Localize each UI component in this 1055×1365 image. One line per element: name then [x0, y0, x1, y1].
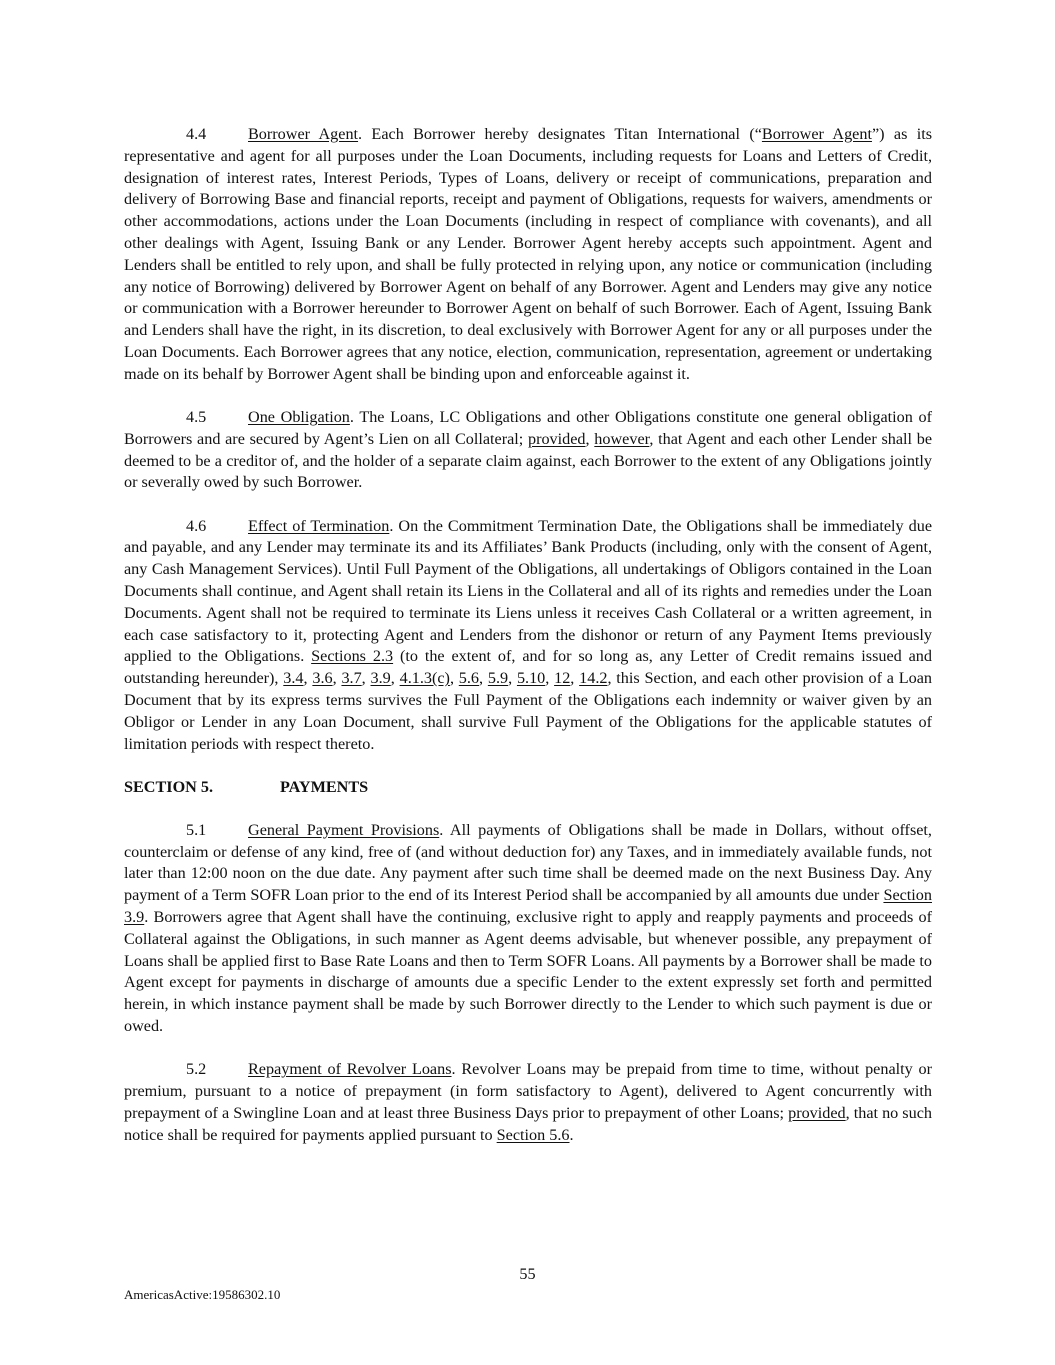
section-text: ”) as its representative and agent for all purposes under the Loan Documents, including requests for Loans and Letters of Credit, designation of interest rates, Interest Periods, Types of Loans, delivery or receipt of communications, preparation and delivery of Borrowing Base and financial reports, receipt and payment of Obligations, requests for waivers, amendments or other accommodations, actions under the Loan Documents (including in respect of compliance with covenants), and all other dealings with Agent, Issuing Bank or any Lender. Borrower Agent hereby accepts such appointment. Agent and Lenders shall be entitled to rely upon, and shall be fully protected in relying upon, any notice or communication (including any notice of Borrowing) delivered by Borrower Agent on behalf of any Borrower. Agent and Lenders may give any notice or communication with a Borrower hereunder to Borrower Agent on behalf of such Borrower. Each of Agent, Issuing Bank and Lenders shall have the right, in its discretion, to deal exclusively with Borrower Agent for any or all purposes under the Loan Documents. Each Borrower agrees that any notice, election, communication, representation, agreement or undertaking made on its behalf by Borrower Agent shall be binding upon and enforceable against it.: [124, 125, 933, 383]
section-text: . All payments of Obligations shall be made in Dollars, without offset, counterclaim or defense of any kind, free of (and without deduction for) any Taxes, and in immediately available funds, not later than 12:00 noon on the due date. Any payment after such time shall be deemed made on the next Business Day. Any payment of a Term SOFR Loan prior to the end of its Interest Period shall be accompanied by all amounts due under: [124, 820, 932, 905]
section-text: , this Section, and each other provision of a Loan Document that by its express terms survives the Full Payment of the Obligations each indemnity or waiver given by an Obligor or Lender in any Loan Document, shall survive Full Payment of the Obligations for the applicable statutes of limitation periods with respect thereto.: [124, 669, 933, 753]
document-id: AmericasActive:19586302.10: [124, 1287, 281, 1302]
section-title: One Obligation: [248, 407, 350, 426]
section-4-6: [124, 516, 932, 756]
page-number: 55: [519, 1265, 536, 1283]
emphasis-provided: provided: [527, 429, 586, 448]
section-number: 5.2: [186, 1060, 207, 1079]
section-text: . Revolver Loans may be prepaid from time to time, without penalty or premium, pursuant to a notice of prepayment (in form satisfactory to Agent), delivered to Agent concurrently with prepayment of a Swingline Loan and at least three Business Days prior to prepayment of other Loans;: [124, 1060, 932, 1122]
section-text: .: [569, 1125, 574, 1144]
section-reference: 3.7: [341, 669, 362, 688]
section-text: (to the extent of, and for so long as, any Letter of Credit remains issued and outstanding hereunder),: [124, 647, 932, 688]
section-title: Effect of Termination: [248, 516, 390, 535]
section-reference: Sections 2.3: [311, 647, 394, 666]
section-reference: 3.4: [283, 669, 304, 688]
section-5-2: [124, 1059, 932, 1146]
defined-term: Borrower Agent: [761, 125, 872, 143]
section-reference: 12: [554, 669, 571, 688]
reference-separator: ,: [570, 669, 580, 688]
section-title: General Payment Provisions: [248, 820, 440, 839]
section-text: . On the Commitment Termination Date, the Obligations shall be immediately due and payable, and any Lender may terminate its and its Affiliates’ Bank Products (including, only with the consent of Agent, any Cash Management Services). Until Full Payment of the Obligations, all undertakings of Obligors contained in the Loan Documents shall continue, and Agent shall retain its Liens in the Collateral and all of its rights and remedies under the Loan Documents. Agent shall not be required to terminate its Liens unless it receives Cash Collateral or a written agreement, in each case satisfactory to it, protecting Agent and Lenders from the dishonor or return of any Payment Items previously applied to the Obligations.: [124, 516, 933, 666]
section-text: . Each Borrower hereby designates Titan International (“: [358, 125, 762, 143]
reference-separator: ,: [508, 669, 517, 688]
section-5-heading: [124, 777, 932, 799]
reference-separator: ,: [303, 669, 313, 688]
reference-separator: ,: [361, 669, 371, 688]
reference-separator: ,: [332, 669, 342, 688]
section-4-5: [124, 407, 932, 494]
section-5-1: [124, 820, 932, 1038]
section-text: . Borrowers agree that Agent shall have the continuing, exclusive right to apply and reapply payments and proceeds of Collateral against the Obligations, in such manner as Agent deems advisable, but whenever possible, any prepayment of Loans shall be applied first to Base Rate Loans and then to Term SOFR Loans. All payments by a Borrower shall be made to Agent except for payments in discharge of amounts due a specific Lender to the extent expressly set forth and permitted herein, in which instance payment shall be made by such Borrower directly to the Lender to which such payment is due or owed.: [124, 908, 932, 1036]
reference-separator: ,: [390, 669, 400, 688]
section-title: Borrower Agent: [248, 125, 359, 143]
section-4-4: [124, 124, 932, 386]
section-reference: 3.9: [370, 669, 391, 688]
emphasis-however: however: [594, 429, 650, 448]
reference-separator: ,: [545, 669, 555, 688]
section-reference: 5.10: [516, 669, 546, 688]
page-body: [124, 124, 932, 1168]
section-reference: 5.6: [458, 669, 480, 688]
section-reference: 3.6: [312, 669, 333, 688]
emphasis-provided: provided: [788, 1103, 846, 1122]
section-text: , that Agent and each other Lender shall be deemed to be a creditor of, and the holder of a separate claim against, each Borrower to the extent of any Obligations jointly or severally owed by such Borrower.: [124, 429, 933, 492]
section-number: 4.4: [186, 125, 207, 143]
reference-separator: ,: [449, 669, 459, 688]
section-number: 5.1: [186, 820, 207, 839]
section-text: , that no such notice shall be required for payments applied pursuant to: [124, 1103, 932, 1144]
section-reference: 5.9: [487, 669, 509, 688]
section-label: SECTION 5.: [124, 777, 214, 796]
section-text: ,: [585, 429, 595, 448]
section-text: . The Loans, LC Obligations and other Obligations constitute one general obligation of Borrowers and are secured by Agent’s Lien on all Collateral;: [124, 407, 932, 448]
section-reference: 4.1.3(c): [399, 669, 450, 688]
section-number: 4.6: [186, 516, 207, 535]
section-reference: 14.2: [579, 669, 608, 688]
section-number: 4.5: [186, 407, 207, 426]
section-reference: Section 5.6: [496, 1125, 570, 1144]
section-heading-title: PAYMENTS: [280, 777, 369, 796]
section-reference: Section 3.9: [124, 886, 932, 927]
reference-separator: ,: [479, 669, 488, 688]
section-title: Repayment of Revolver Loans: [248, 1060, 452, 1079]
